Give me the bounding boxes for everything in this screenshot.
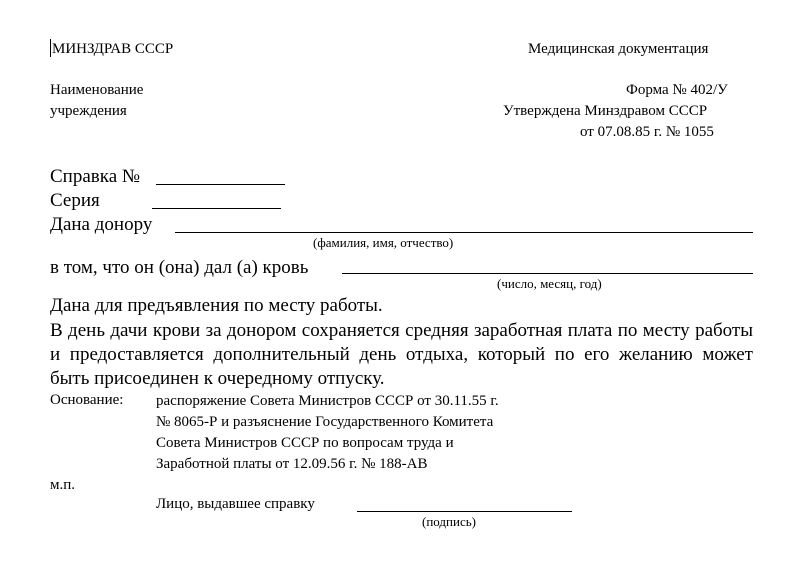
institution-label-line2: учреждения [50, 103, 127, 119]
certificate-number-label: Справка № [50, 166, 140, 187]
donor-label: Дана донору [50, 214, 153, 235]
issuer-label: Лицо, выдавшее справку [156, 496, 315, 512]
signature-field[interactable] [357, 511, 572, 512]
donor-name-field[interactable] [175, 232, 753, 233]
form-number: Форма № 402/У [626, 82, 728, 98]
approval-date: от 07.08.85 г. № 1055 [580, 124, 714, 140]
institution-label-line1: Наименование [50, 82, 144, 98]
basis-label: Основание: [50, 392, 124, 408]
series-label: Серия [50, 190, 100, 211]
ministry-title: МИНЗДРАВ СССР [52, 41, 174, 57]
donor-name-caption: (фамилия, имя, отчество) [313, 235, 454, 250]
text-cursor [50, 39, 51, 57]
series-field[interactable] [152, 208, 281, 209]
approved-by: Утверждена Минздравом СССР [503, 103, 708, 119]
donation-date-caption: (число, месяц, год) [497, 276, 602, 291]
basis-line: № 8065-Р и разъяснение Государственного Комитета [156, 414, 494, 430]
basis-line: Заработной платы от 12.09.56 г. № 188-АВ [156, 456, 428, 472]
certificate-number-field[interactable] [156, 184, 285, 185]
medical-documentation-label: Медицинская документация [528, 41, 709, 57]
basis-line: распоряжение Совета Министров СССР от 30.11.55 г. [156, 393, 499, 409]
benefit-paragraph: В день дачи крови за донором сохраняется средняя заработная плата по месту работы и предоставляется дополнительный день отдыха, который по его желанию может быть присоединен к очередному отпуску. [50, 320, 753, 389]
purpose-text: Дана для предъявления по месту работы. [50, 295, 383, 316]
donation-date-field[interactable] [342, 273, 753, 274]
blood-given-label: в том, что он (она) дал (а) кровь [50, 257, 309, 278]
stamp-placeholder: м.п. [50, 477, 76, 493]
basis-line: Совета Министров СССР по вопросам труда и [156, 435, 454, 451]
signature-caption: (подпись) [422, 514, 476, 529]
